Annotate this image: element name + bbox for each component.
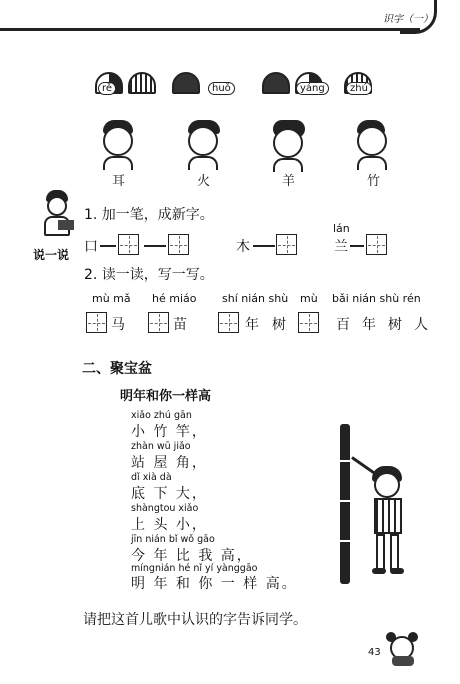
hat-icon	[262, 72, 290, 94]
writing-box[interactable]	[298, 312, 319, 333]
kid-figure	[103, 120, 137, 170]
poem-pinyin: dǐ xià dà	[131, 472, 172, 483]
poem-line: 今 年 比 我 高，	[131, 548, 253, 564]
kid-character: 火	[197, 174, 211, 189]
q2-char: 苗	[173, 317, 187, 333]
poem-line: 明 年 和 你 一 样 高。	[131, 576, 298, 592]
hat-icon	[172, 72, 200, 94]
writing-box[interactable]	[118, 234, 139, 255]
pinyin-tag: yáng	[296, 82, 329, 95]
q2-char: 树	[272, 317, 286, 333]
dash	[144, 245, 166, 247]
kid-figure	[357, 120, 391, 170]
reading-kid-illustration	[38, 190, 76, 240]
writing-box[interactable]	[148, 312, 169, 333]
exercise-label: 说一说	[33, 248, 70, 262]
q2-char: 年	[362, 317, 376, 333]
pinyin: hé miáo	[152, 292, 197, 305]
dash	[350, 245, 364, 247]
poem-pinyin: shàngtou xiǎo	[131, 503, 199, 514]
dash	[100, 245, 116, 247]
writing-box[interactable]	[366, 234, 387, 255]
poem-line: 站 屋 角，	[131, 455, 208, 471]
pinyin-tag: zhú	[346, 82, 372, 95]
kid-character: 羊	[282, 174, 296, 189]
section-title: 识字（一）	[383, 14, 433, 25]
writing-box[interactable]	[218, 312, 239, 333]
q2-char: 马	[111, 317, 125, 333]
writing-box[interactable]	[276, 234, 297, 255]
writing-box[interactable]	[86, 312, 107, 333]
q1-base-char: 兰	[334, 239, 348, 255]
instruction-text: 请把这首儿歌中认识的字告诉同学。	[83, 612, 307, 628]
poem-pinyin: míngnián hé nǐ yí yànggāo	[131, 563, 258, 574]
pinyin-tag: huǒ	[208, 82, 235, 95]
mascot-illustration	[384, 632, 420, 668]
q2-char: 百	[336, 317, 350, 333]
pinyin-tag: rě	[98, 82, 116, 95]
section-heading: 二、聚宝盆	[82, 361, 152, 377]
page-number: 43	[368, 647, 381, 658]
writing-box[interactable]	[168, 234, 189, 255]
poem-pinyin: jīn nián bǐ wǒ gāo	[131, 534, 215, 545]
q1-base-char: 木	[236, 239, 250, 255]
poem-line: 小 竹 竿，	[131, 424, 208, 440]
hat-icon	[128, 72, 156, 94]
q2-char: 年	[245, 317, 259, 333]
boy-measuring-illustration	[352, 448, 422, 578]
bamboo-pole-illustration	[340, 424, 350, 584]
pinyin: mù	[300, 292, 318, 305]
pinyin-lan: lán	[333, 222, 350, 235]
poem-line: 上 头 小，	[131, 517, 208, 533]
kid-character: 耳	[112, 174, 126, 189]
header-rule	[0, 28, 420, 31]
q2-char: 树	[388, 317, 402, 333]
question-1: 1. 加一笔，成新字。	[84, 207, 214, 223]
q2-char: 人	[414, 317, 428, 333]
pinyin: mù mǎ	[92, 292, 131, 305]
pinyin: bǎi nián shù rén	[332, 292, 421, 305]
kid-figure	[188, 120, 222, 170]
poem-pinyin: zhàn wū jiǎo	[131, 441, 191, 452]
kid-character: 竹	[367, 174, 381, 189]
q1-base-char: 口	[84, 239, 98, 255]
kid-figure	[273, 120, 307, 172]
poem-line: 底 下 大，	[131, 486, 208, 502]
question-2: 2. 读一读，写一写。	[84, 267, 214, 283]
dash	[253, 245, 275, 247]
poem-pinyin: xiǎo zhú gān	[131, 410, 192, 421]
pinyin: shí nián shù	[222, 292, 289, 305]
poem-title: 明年和你一样高	[120, 389, 212, 404]
